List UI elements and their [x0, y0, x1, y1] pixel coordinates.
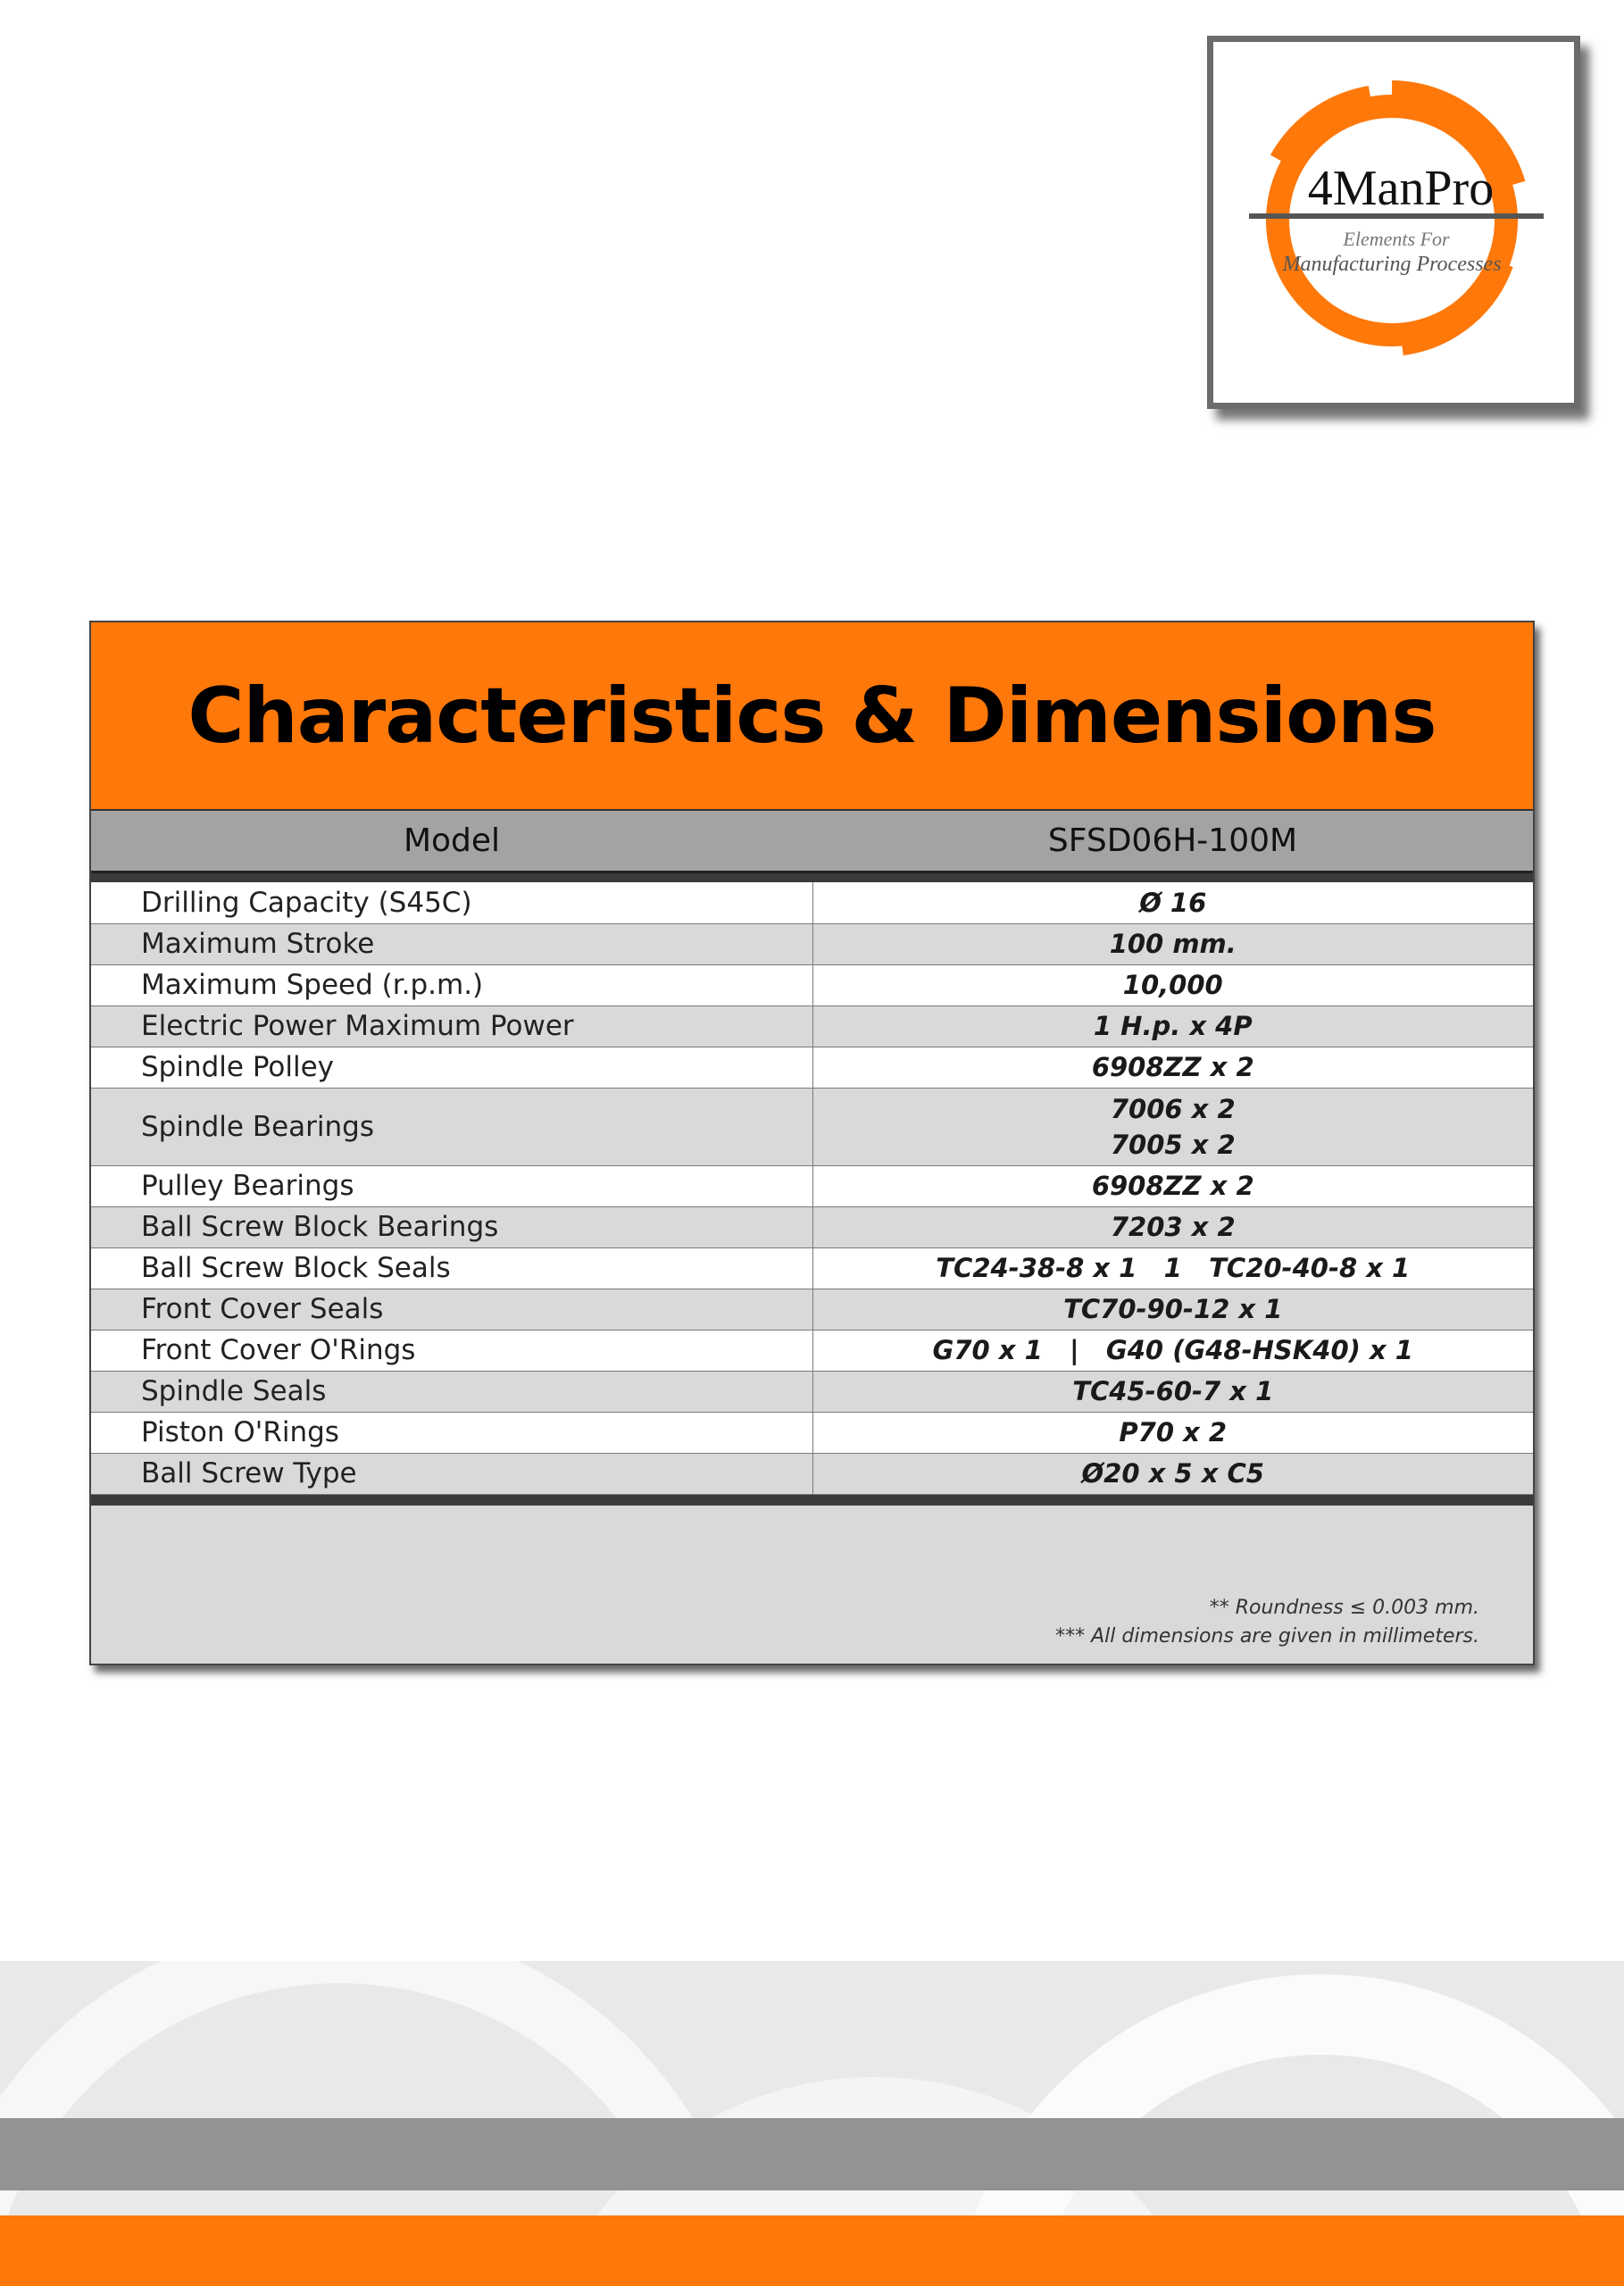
table-row	[91, 1330, 1533, 1371]
row-value-line: 7005 x 2	[1110, 1129, 1236, 1160]
row-value: 1 H.p. x 4P	[812, 1005, 1533, 1047]
row-value: TC70-90-12 x 1	[812, 1289, 1533, 1330]
row-value: TC45-60-7 x 1	[812, 1371, 1533, 1412]
row-label: Electric Power Maximum Power	[91, 1005, 812, 1047]
table-row	[91, 1005, 1533, 1047]
table-row	[91, 1088, 1533, 1165]
orange-band	[0, 2215, 1624, 2286]
row-value: G70 x 1 | G40 (G48-HSK40) x 1	[812, 1330, 1533, 1371]
row-label: Spindle Bearings	[91, 1088, 812, 1165]
row-value: 6908ZZ x 2	[812, 1165, 1533, 1206]
gray-band	[0, 2118, 1624, 2190]
row-value: 100 mm.	[812, 923, 1533, 964]
row-label: Maximum Stroke	[91, 923, 812, 964]
logo-tagline-2: Manufacturing Processes	[1282, 253, 1502, 276]
row-value: Ø20 x 5 x C5	[812, 1453, 1533, 1494]
footnote-units: *** All dimensions are given in millimeters.	[1055, 1625, 1479, 1648]
row-label: Ball Screw Block Bearings	[91, 1206, 812, 1247]
row-label: Ball Screw Type	[91, 1453, 812, 1494]
table-row	[91, 1165, 1533, 1206]
table-row	[91, 964, 1533, 1005]
logo-graphic	[1213, 42, 1574, 403]
divider-bar	[91, 873, 1533, 882]
footnotes	[1055, 1594, 1479, 1651]
model-header-row	[91, 811, 1533, 873]
spec-card	[89, 621, 1535, 1665]
row-label: Drilling Capacity (S45C)	[91, 882, 812, 923]
page-title: Characteristics & Dimensions	[187, 671, 1437, 761]
row-value: 6908ZZ x 2	[812, 1047, 1533, 1088]
footer-decoration	[0, 1961, 1624, 2286]
table-row	[91, 1453, 1533, 1494]
table-row	[91, 923, 1533, 964]
row-label: Ball Screw Block Seals	[91, 1247, 812, 1289]
table-row	[91, 1206, 1533, 1247]
table-row	[91, 1047, 1533, 1088]
table-row	[91, 1371, 1533, 1412]
row-value: P70 x 2	[812, 1412, 1533, 1453]
row-value	[812, 1088, 1533, 1165]
row-label: Spindle Seals	[91, 1371, 812, 1412]
row-value: Ø 16	[812, 882, 1533, 923]
row-value: TC24-38-8 x 1 1 TC20-40-8 x 1	[812, 1247, 1533, 1289]
footnote-roundness: ** Roundness ≤ 0.003 mm.	[1209, 1597, 1479, 1619]
company-logo	[1207, 36, 1580, 409]
table-row	[91, 1289, 1533, 1330]
row-label: Front Cover O'Rings	[91, 1330, 812, 1371]
spec-table	[91, 882, 1533, 1495]
row-value: 10,000	[812, 964, 1533, 1005]
row-label: Maximum Speed (r.p.m.)	[91, 964, 812, 1005]
row-label: Spindle Polley	[91, 1047, 812, 1088]
divider-bar	[91, 1495, 1533, 1506]
table-row	[91, 1412, 1533, 1453]
logo-brand-text: 4ManPro	[1307, 161, 1495, 216]
row-value-line: 7006 x 2	[1110, 1093, 1236, 1124]
row-value: 7203 x 2	[812, 1206, 1533, 1247]
table-row	[91, 1247, 1533, 1289]
row-label: Piston O'Rings	[91, 1412, 812, 1453]
logo-tagline-1: Elements For	[1343, 228, 1450, 250]
row-label: Pulley Bearings	[91, 1165, 812, 1206]
model-label: Model	[403, 822, 501, 859]
title-band	[91, 622, 1533, 811]
model-value: SFSD06H-100M	[1047, 822, 1298, 859]
table-row	[91, 882, 1533, 923]
row-label: Front Cover Seals	[91, 1289, 812, 1330]
